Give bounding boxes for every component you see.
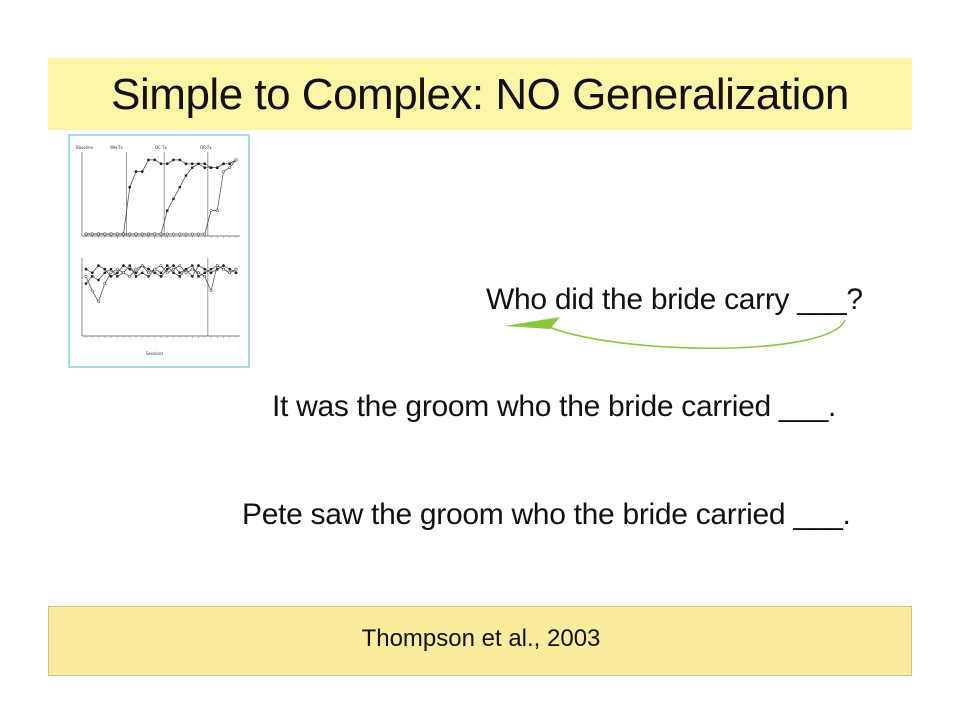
top-point bbox=[104, 233, 106, 235]
thumbnail-chart bbox=[70, 136, 248, 366]
bottom-point bbox=[110, 275, 112, 277]
top-point bbox=[166, 163, 168, 165]
bottom-point bbox=[129, 275, 131, 277]
top-point bbox=[135, 170, 137, 172]
phase-label-baseline: Baseline bbox=[76, 145, 93, 150]
top-point bbox=[210, 209, 212, 211]
bottom-point bbox=[135, 268, 137, 270]
bottom-point bbox=[97, 300, 99, 302]
bottom-point bbox=[172, 272, 174, 274]
bottom-point bbox=[191, 275, 193, 277]
top-point bbox=[191, 167, 193, 169]
top-point bbox=[197, 233, 199, 235]
top-point bbox=[141, 170, 143, 172]
bottom-point bbox=[197, 272, 199, 274]
bottom-point bbox=[135, 272, 137, 274]
bottom-point bbox=[116, 268, 118, 270]
top-point bbox=[154, 233, 156, 235]
bottom-point bbox=[116, 272, 118, 274]
bottom-point bbox=[229, 272, 231, 274]
top-point bbox=[197, 163, 199, 165]
bottom-point bbox=[222, 264, 224, 266]
top-point bbox=[129, 186, 131, 188]
bottom-point bbox=[185, 272, 187, 274]
top-panel bbox=[82, 152, 240, 238]
bottom-point bbox=[147, 275, 149, 277]
bottom-point bbox=[97, 279, 99, 281]
bottom-point bbox=[191, 264, 193, 266]
sentence-object-relative: Pete saw the groom who the bride carried ___. bbox=[242, 498, 851, 531]
bottom-panel bbox=[82, 258, 240, 338]
phase-label-or: OR-Tx bbox=[200, 145, 212, 150]
top-point bbox=[216, 167, 218, 169]
bottom-point bbox=[166, 264, 168, 266]
bottom-point bbox=[216, 264, 218, 266]
top-point bbox=[160, 163, 162, 165]
top-point bbox=[166, 209, 168, 211]
bottom-point bbox=[141, 264, 143, 266]
bottom-point bbox=[104, 268, 106, 270]
bottom-point bbox=[129, 268, 131, 270]
bottom-point bbox=[160, 275, 162, 277]
bottom-point bbox=[179, 264, 181, 266]
study-chart-thumbnail bbox=[68, 134, 250, 368]
bottom-point bbox=[85, 282, 87, 284]
bottom-point bbox=[129, 264, 131, 266]
bottom-point bbox=[91, 290, 93, 292]
bottom-point bbox=[97, 264, 99, 266]
top-point bbox=[204, 167, 206, 169]
top-point bbox=[210, 167, 212, 169]
top-point bbox=[160, 233, 162, 235]
bottom-point bbox=[85, 268, 87, 270]
sessions-axis-label: Sessions bbox=[146, 351, 164, 356]
bottom-point bbox=[235, 268, 237, 270]
bottom-point bbox=[197, 264, 199, 266]
phase-label-oc: OC-Tx bbox=[155, 145, 167, 150]
top-point bbox=[166, 233, 168, 235]
top-point bbox=[229, 163, 231, 165]
top-point bbox=[191, 233, 193, 235]
sentence-object-cleft: It was the groom who the bride carried ___. bbox=[272, 390, 837, 423]
top-point bbox=[179, 233, 181, 235]
top-point bbox=[179, 159, 181, 161]
bottom-point bbox=[172, 264, 174, 266]
top-point bbox=[191, 163, 193, 165]
title-banner bbox=[48, 58, 912, 130]
citation-box bbox=[48, 606, 912, 676]
bottom-point bbox=[141, 272, 143, 274]
bottom-point bbox=[235, 272, 237, 274]
top-point bbox=[141, 233, 143, 235]
top-point bbox=[147, 233, 149, 235]
movement-arrow-icon bbox=[500, 308, 860, 358]
bottom-point bbox=[110, 268, 112, 270]
bottom-point bbox=[104, 282, 106, 284]
bottom-point bbox=[204, 275, 206, 277]
bottom-point bbox=[172, 268, 174, 270]
bottom-point bbox=[210, 272, 212, 274]
bottom-point bbox=[160, 264, 162, 266]
top-point bbox=[204, 233, 206, 235]
top-point bbox=[129, 233, 131, 235]
bottom-point bbox=[110, 272, 112, 274]
top-point bbox=[172, 198, 174, 200]
top-point bbox=[222, 170, 224, 172]
top-point bbox=[172, 233, 174, 235]
bottom-point bbox=[197, 275, 199, 277]
bottom-point bbox=[154, 268, 156, 270]
bottom-point bbox=[147, 268, 149, 270]
citation-text: Thompson et al., 2003 bbox=[361, 625, 601, 652]
slide-title: Simple to Complex: NO Generalization bbox=[111, 70, 849, 119]
bottom-point bbox=[179, 275, 181, 277]
top-point bbox=[185, 163, 187, 165]
top-point bbox=[122, 233, 124, 235]
bottom-point bbox=[116, 275, 118, 277]
bottom-point bbox=[210, 268, 212, 270]
top-point bbox=[204, 163, 206, 165]
phase-label-wh: WH-Tx bbox=[110, 145, 123, 150]
bottom-point bbox=[91, 275, 93, 277]
top-series-line bbox=[86, 160, 236, 234]
top-point bbox=[135, 233, 137, 235]
bottom-point bbox=[185, 268, 187, 270]
top-series-line bbox=[86, 160, 236, 234]
bottom-point bbox=[91, 272, 93, 274]
top-point bbox=[185, 233, 187, 235]
bottom-point bbox=[222, 268, 224, 270]
top-point bbox=[147, 159, 149, 161]
top-point bbox=[179, 186, 181, 188]
bottom-point bbox=[85, 275, 87, 277]
bottom-point bbox=[166, 272, 168, 274]
top-point bbox=[229, 167, 231, 169]
top-series-line bbox=[86, 160, 236, 234]
bottom-point bbox=[104, 272, 106, 274]
top-point bbox=[172, 159, 174, 161]
bottom-point bbox=[179, 272, 181, 274]
bottom-point bbox=[166, 268, 168, 270]
bottom-point bbox=[122, 264, 124, 266]
bottom-point bbox=[204, 272, 206, 274]
bottom-point bbox=[204, 268, 206, 270]
top-point bbox=[97, 233, 99, 235]
top-point bbox=[110, 233, 112, 235]
top-point bbox=[91, 233, 93, 235]
top-point bbox=[154, 159, 156, 161]
bottom-point bbox=[210, 290, 212, 292]
bottom-point bbox=[191, 268, 193, 270]
bottom-point bbox=[160, 272, 162, 274]
bottom-point bbox=[135, 275, 137, 277]
top-point bbox=[235, 159, 237, 161]
top-point bbox=[116, 233, 118, 235]
top-point bbox=[185, 174, 187, 176]
top-point bbox=[216, 209, 218, 211]
bottom-point bbox=[122, 272, 124, 274]
bottom-point bbox=[154, 272, 156, 274]
top-point bbox=[222, 163, 224, 165]
bottom-point bbox=[229, 268, 231, 270]
bottom-point bbox=[147, 272, 149, 274]
top-point bbox=[85, 233, 87, 235]
sentence-wh-question: Who did the bride carry ___? bbox=[486, 283, 863, 316]
